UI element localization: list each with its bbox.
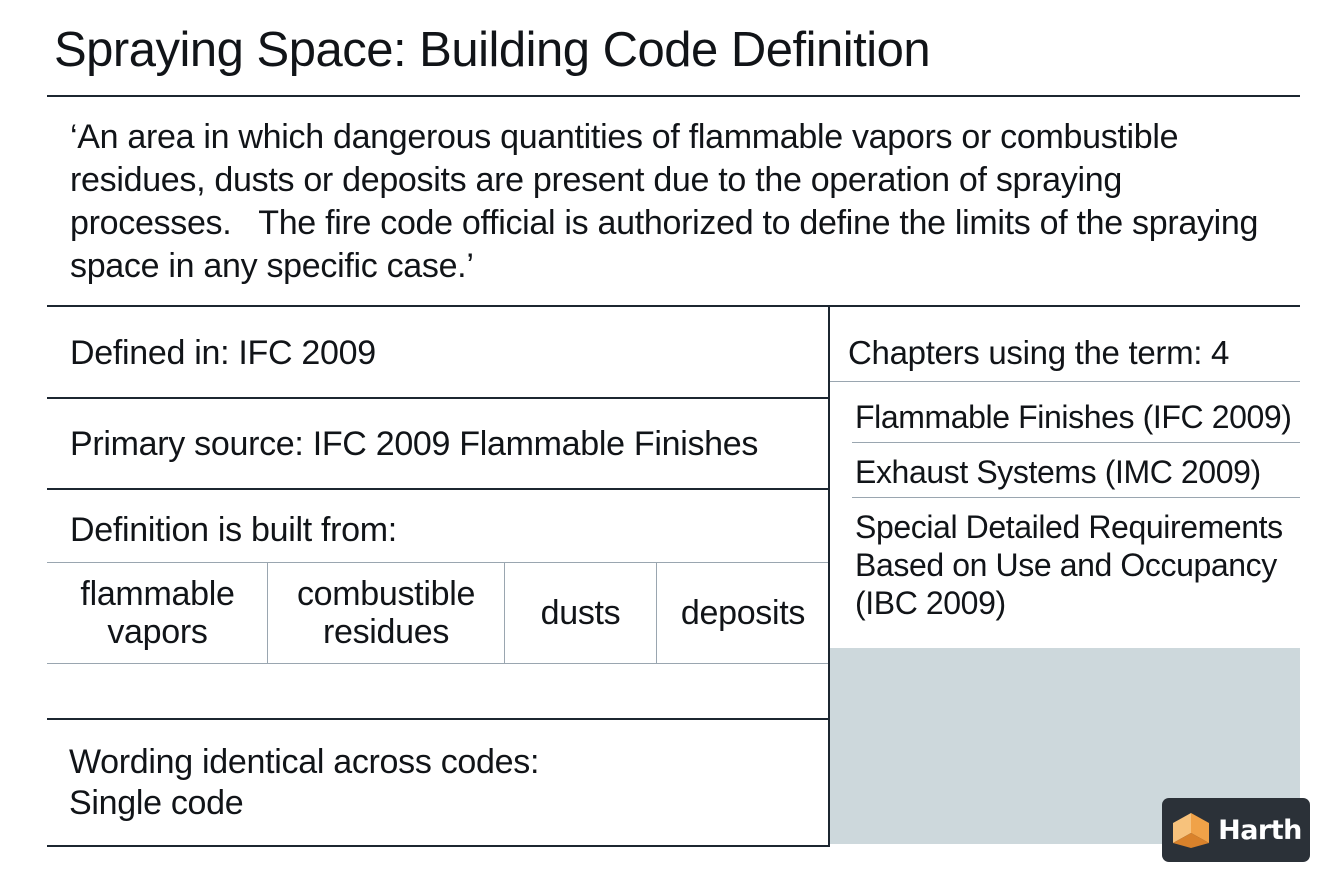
chapters-heading-rule bbox=[830, 381, 1300, 382]
row-divider bbox=[47, 718, 830, 720]
component-label: flammable vapors bbox=[80, 574, 235, 651]
component-label: combustible residues bbox=[296, 574, 476, 651]
defined-in: Defined in: IFC 2009 bbox=[70, 334, 376, 372]
component-dusts bbox=[505, 562, 656, 663]
chapter-item: Exhaust Systems (IMC 2009) bbox=[855, 454, 1261, 490]
wording-value: Single code bbox=[69, 784, 244, 822]
component-deposits bbox=[657, 562, 829, 663]
page-title: Spraying Space: Building Code Definition bbox=[54, 23, 931, 77]
primary-source: Primary source: IFC 2009 Flammable Finishes bbox=[70, 425, 759, 463]
components-bottom-rule bbox=[47, 663, 830, 664]
chapter-divider bbox=[852, 497, 1300, 498]
built-from-label: Definition is built from: bbox=[70, 511, 397, 549]
harth-logo bbox=[1162, 798, 1310, 862]
row-divider bbox=[47, 397, 830, 399]
chapter-item: Special Detailed Requirements Based on Use and Occupancy (IBC 2009) bbox=[855, 509, 1283, 621]
chapter-divider bbox=[852, 442, 1300, 443]
chapters-heading: Chapters using the term: 4 bbox=[848, 334, 1230, 371]
component-label: deposits bbox=[680, 593, 806, 632]
component-flammable-vapors bbox=[48, 562, 267, 663]
chapter-item: Flammable Finishes (IFC 2009) bbox=[855, 399, 1292, 435]
logo-text: Harth bbox=[1218, 814, 1302, 846]
quote-rule bbox=[47, 305, 1300, 307]
title-rule bbox=[47, 95, 1300, 97]
bottom-rule bbox=[47, 845, 830, 847]
definition-quote: ‘An area in which dangerous quantities of flammable vapors or combustible residues, dusts or deposits are present due to the operation of spraying processes. The fire code official is authorized to define the limits of the spraying space in any specific case.’ bbox=[70, 118, 1268, 285]
row-divider bbox=[47, 488, 830, 490]
component-label: dusts bbox=[540, 593, 621, 632]
wording-label: Wording identical across codes: bbox=[69, 743, 540, 781]
component-combustible-residues bbox=[268, 562, 504, 663]
wording-identical bbox=[69, 743, 539, 822]
harth-logo-icon bbox=[1170, 810, 1212, 850]
